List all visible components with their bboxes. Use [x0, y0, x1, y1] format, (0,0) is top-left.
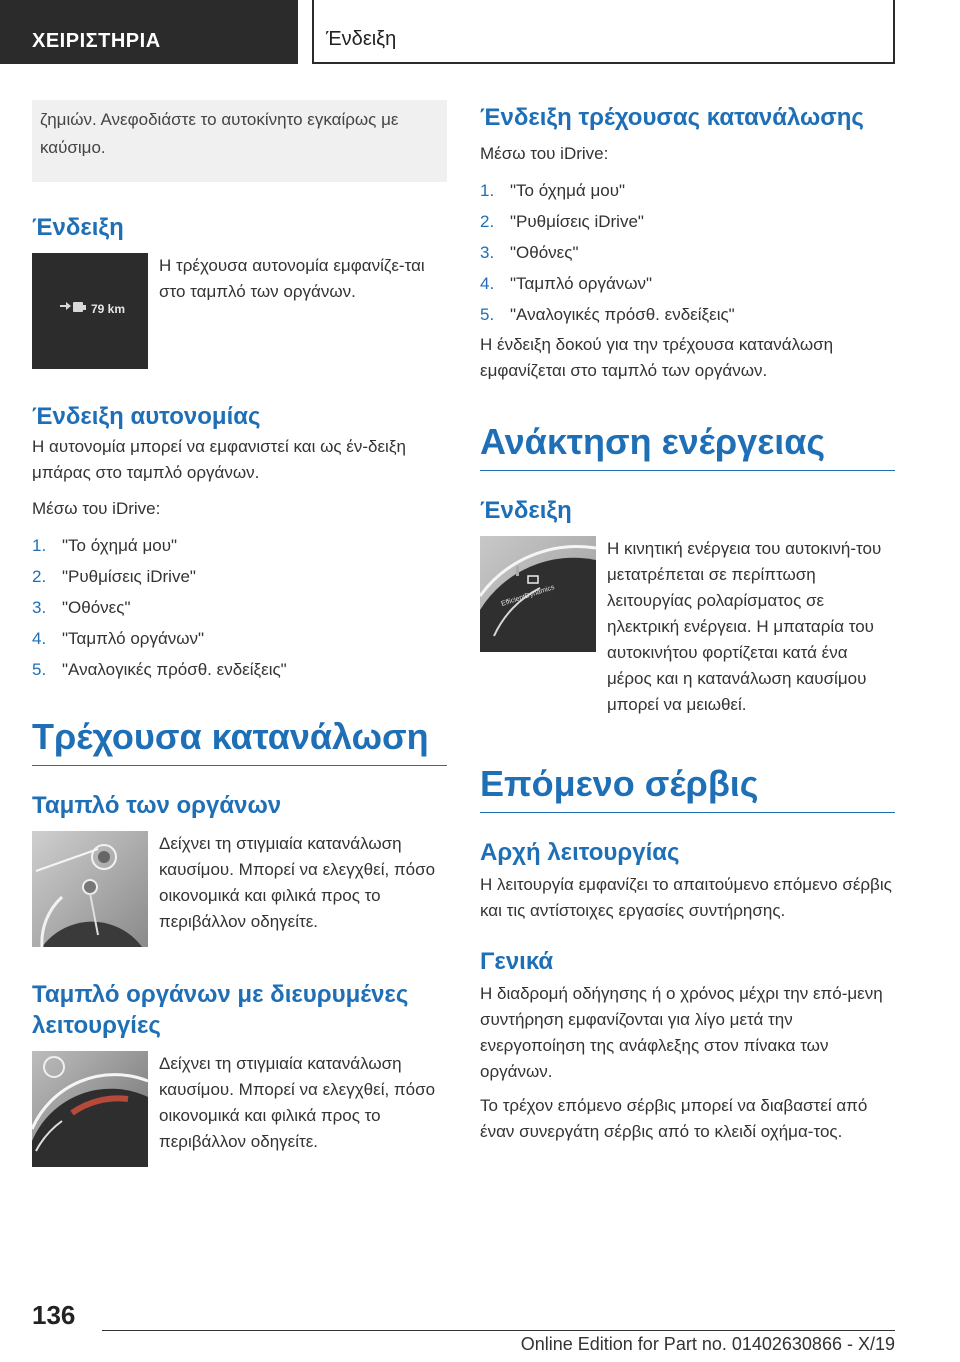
- display-figure-row: [32, 253, 447, 375]
- list-item: 5. "Αναλογικές πρόσθ. ενδείξεις": [480, 305, 735, 324]
- cluster-text: Δείχνει τη στιγμιαία κατανάλωση καυσίμου. Μπορεί να ελεγχθεί, πόσο οικονομικά και φιλικά προς το περιβάλλον οδηγείτε.: [159, 834, 436, 931]
- list-item: 4. "Ταμπλό οργάνων": [32, 629, 205, 648]
- via-idrive-text: Μέσω του iDrive:: [480, 144, 609, 163]
- general-text-2: Το τρέχον επόμενο σέρβις μπορεί να διαβαστεί από έναν συνεργάτη σέρβις από το κλειδί οχήμα-τος.: [480, 1096, 868, 1141]
- recovery-figure-row: [480, 536, 895, 718]
- range-value: 79 km: [91, 302, 126, 316]
- range-heading: Ένδειξη αυτονομίας: [32, 403, 261, 430]
- section-tab: ΧΕΙΡΙΣΤΗΡΙΑ: [0, 0, 298, 64]
- principle-text: Η λειτουργία εμφανίζει το απαιτούμενο επόμενο σέρβις και τις αντίστοιχες εργασίες συντήρησης.: [480, 875, 892, 920]
- list-item: 3. "Οθόνες": [480, 243, 579, 262]
- display-text: Η τρέχουσα αυτονομία εμφανίζε-ται στο ταμπλό των οργάνων.: [159, 256, 425, 301]
- bar-display-text: Η ένδειξη δοκού για την τρέχουσα κατανάλωση εμφανίζεται στο ταμπλό των οργάνων.: [480, 335, 834, 380]
- efficient-dynamics-label: EfficientDynamics: [500, 584, 556, 608]
- general-text-1: Η διαδρομή οδήγησης ή ο χρόνος μέχρι την επό-μενη συντήρηση εμφανίζονται για λίγο μετά την ενεργοποίηση της ανάφλεξης στον πίνακα των οργάνων.: [480, 984, 883, 1081]
- extended-text: Δείχνει τη στιγμιαία κατανάλωση καυσίμου. Μπορεί να ελεγχθεί, πόσο οικονομικά και φιλικά προς το περιβάλλον οδηγείτε.: [159, 1054, 436, 1151]
- right-steps-list: [480, 175, 895, 330]
- page-number: 136: [32, 1300, 76, 1330]
- range-display-image: [32, 253, 148, 369]
- instrument-cluster-image: [32, 831, 148, 947]
- recovery-text: Η κινητική ενέργεια του αυτοκινή-του μετατρέπεται σε περίπτωση λειτουργίας ρολαρίσματος σε ηλεκτρική ενέργεια. Η μπαταρία του αυτοκινήτου φορτίζεται κατά ένα μέρος και η κατανάλωση καυσίμου μπορεί να μειωθεί.: [607, 539, 882, 714]
- footer-divider: [102, 1330, 895, 1331]
- list-item: 3. "Οθόνες": [32, 598, 131, 617]
- energy-recovery-image: [480, 536, 596, 652]
- consumption-display-heading: Ένδειξη τρέχουσας κατανάλωσης: [480, 104, 864, 131]
- notice-box: [32, 100, 447, 182]
- principle-heading: Αρχή λειτουργίας: [480, 839, 680, 866]
- cluster-heading: Ταμπλό των οργάνων: [32, 792, 282, 819]
- list-item: 5. "Αναλογικές πρόσθ. ενδείξεις": [32, 660, 287, 679]
- left-steps-list: [32, 530, 447, 685]
- list-item: 2. "Ρυθμίσεις iDrive": [32, 567, 196, 586]
- general-heading: Γενικά: [480, 948, 554, 975]
- consumption-title: Τρέχουσα κατανάλωση: [32, 715, 447, 766]
- extended-heading: Ταμπλό οργάνων με διευρυμένες λειτουργίες: [32, 981, 409, 1039]
- recovery-display-heading: Ένδειξη: [480, 497, 572, 524]
- service-title: Επόμενο σέρβις: [480, 762, 895, 813]
- range-text: Η αυτονομία μπορεί να εμφανιστεί και ως έν-δειξη μπάρας στο ταμπλό οργάνων.: [32, 437, 406, 482]
- list-item: 1. "Το όχημά μου": [32, 536, 178, 555]
- recovery-title: Ανάκτηση ενέργειας: [480, 420, 895, 471]
- left-column: [32, 100, 447, 1173]
- via-idrive-text: Μέσω του iDrive:: [32, 499, 161, 518]
- list-item: 1. "Το όχημά μου": [480, 181, 626, 200]
- cluster-figure-row: [32, 831, 447, 953]
- extended-figure-row: [32, 1051, 447, 1173]
- edition-text: Online Edition for Part no. 01402630866 - X/19: [520, 1334, 895, 1354]
- right-column: [480, 100, 895, 1145]
- display-heading: Ένδειξη: [32, 214, 124, 241]
- extended-cluster-image: [32, 1051, 148, 1167]
- list-item: 4. "Ταμπλό οργάνων": [480, 274, 653, 293]
- list-item: 2. "Ρυθμίσεις iDrive": [480, 212, 644, 231]
- chapter-tab: Ένδειξη: [312, 0, 895, 64]
- notice-text: ζημιών. Ανεφοδιάστε το αυτοκίνητο εγκαίρως με καύσιμο.: [40, 110, 399, 157]
